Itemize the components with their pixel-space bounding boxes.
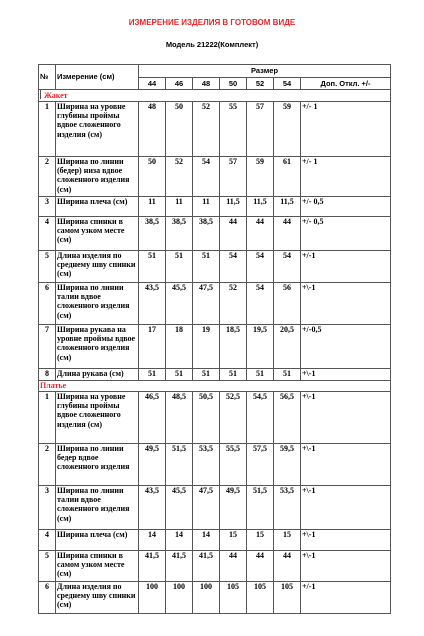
size-value: 44 [247, 217, 274, 251]
size-value: 52 [220, 283, 247, 325]
row-number: 2 [39, 444, 56, 486]
size-value: 47,5 [193, 486, 220, 530]
page-title: ИЗМЕРЕНИЕ ИЗДЕЛИЯ В ГОТОВОМ ВИДЕ [128, 18, 296, 27]
table-row [39, 486, 391, 530]
table-row [39, 197, 391, 217]
size-value: 11 [193, 197, 220, 217]
table-row [39, 551, 391, 582]
row-number: 3 [39, 197, 56, 217]
measurement-name: Ширина на уровне глубины проймы вдвое сложенного изделия (см) [56, 392, 139, 444]
row-number: 3 [39, 486, 56, 530]
size-value: 105 [247, 582, 274, 614]
size-value: 49,5 [139, 444, 166, 486]
measurement-name: Ширина по линии талии вдвое сложенного изделия (см) [56, 283, 139, 325]
size-value: 55 [220, 102, 247, 157]
header-num: № [39, 65, 56, 90]
size-value: 100 [139, 582, 166, 614]
size-value: 11,5 [220, 197, 247, 217]
measurement-name: Ширина плеча (см) [56, 530, 139, 551]
size-value: 50 [139, 157, 166, 197]
row-number: 5 [39, 551, 56, 582]
size-value: 105 [274, 582, 301, 614]
size-value: 51 [139, 251, 166, 283]
size-value: 51,5 [247, 486, 274, 530]
measurement-name: Длина изделия по среднему шву спинки (см) [56, 251, 139, 283]
size-value: 11 [166, 197, 193, 217]
size-value: 53,5 [274, 486, 301, 530]
size-value: 14 [166, 530, 193, 551]
size-value: 44 [274, 551, 301, 582]
size-value: 51 [166, 251, 193, 283]
size-value: 51 [139, 369, 166, 381]
size-value: 52,5 [220, 392, 247, 444]
measurement-name: Ширина по линии талии вдвое сложенного изделия (см) [56, 486, 139, 530]
tolerance-value: +/- 1 [301, 102, 391, 157]
row-number: 1 [39, 102, 56, 157]
measurement-name: Длина изделия по среднему шву спинки (см) [56, 582, 139, 614]
table-row [39, 283, 391, 325]
size-value: 38,5 [193, 217, 220, 251]
section-jacket [39, 90, 391, 102]
size-value: 44 [220, 217, 247, 251]
size-value: 11,5 [274, 197, 301, 217]
size-value: 11 [139, 197, 166, 217]
size-value: 19 [193, 325, 220, 369]
header-size: Размер [139, 65, 391, 78]
size-value: 51 [166, 369, 193, 381]
table-row [39, 157, 391, 197]
table-body [39, 90, 391, 614]
measurement-name: Ширина рукава на уровне проймы вдвое сложенного изделия (см) [56, 325, 139, 369]
size-value: 55,5 [220, 444, 247, 486]
tolerance-value: +/-1 [301, 251, 391, 283]
measurement-name: Ширина спинки в самом узком месте (см) [56, 551, 139, 582]
table-row [39, 392, 391, 444]
size-value: 51,5 [166, 444, 193, 486]
size-value: 11,5 [247, 197, 274, 217]
size-46: 46 [166, 78, 193, 90]
size-value: 38,5 [166, 217, 193, 251]
size-value: 48 [139, 102, 166, 157]
size-48: 48 [193, 78, 220, 90]
size-value: 43,5 [139, 283, 166, 325]
size-value: 100 [166, 582, 193, 614]
size-value: 46,5 [139, 392, 166, 444]
measurement-table [38, 64, 391, 614]
size-value: 18 [166, 325, 193, 369]
size-value: 43,5 [139, 486, 166, 530]
size-value: 56,5 [274, 392, 301, 444]
size-value: 14 [139, 530, 166, 551]
row-number: 1 [39, 392, 56, 444]
size-value: 44 [274, 217, 301, 251]
table-row [39, 325, 391, 369]
size-value: 54 [247, 251, 274, 283]
size-value: 61 [274, 157, 301, 197]
size-value: 15 [220, 530, 247, 551]
size-value: 59 [247, 157, 274, 197]
header-tolerance: Доп. Откл. +/- [301, 78, 391, 90]
table-row [39, 369, 391, 381]
size-value: 51 [220, 369, 247, 381]
size-value: 44 [220, 551, 247, 582]
size-50: 50 [220, 78, 247, 90]
size-value: 51 [274, 369, 301, 381]
size-value: 105 [220, 582, 247, 614]
tolerance-value: +\-1 [301, 283, 391, 325]
size-value: 59 [274, 102, 301, 157]
size-value: 44 [247, 551, 274, 582]
row-number: 7 [39, 325, 56, 369]
size-value: 48,5 [166, 392, 193, 444]
size-value: 41,5 [193, 551, 220, 582]
size-value: 51 [247, 369, 274, 381]
row-number: 8 [39, 369, 56, 381]
size-value: 57 [220, 157, 247, 197]
tolerance-value: +/- 0,5 [301, 217, 391, 251]
size-value: 57,5 [247, 444, 274, 486]
size-value: 41,5 [139, 551, 166, 582]
tolerance-value: +/- 0,5 [301, 197, 391, 217]
table-row [39, 530, 391, 551]
tolerance-value: +\-1 [301, 369, 391, 381]
size-value: 54,5 [247, 392, 274, 444]
measurement-name: Ширина по линии (бедер) низа вдвое сложенного изделия (см) [56, 157, 139, 197]
size-value: 18,5 [220, 325, 247, 369]
size-44: 44 [139, 78, 166, 90]
size-value: 15 [247, 530, 274, 551]
section-dress [39, 381, 391, 392]
tolerance-value: +/- 1 [301, 157, 391, 197]
section-marker [40, 90, 41, 99]
size-value: 51 [193, 251, 220, 283]
size-value: 38,5 [139, 217, 166, 251]
size-value: 54 [193, 157, 220, 197]
row-number: 5 [39, 251, 56, 283]
size-value: 54 [274, 251, 301, 283]
size-value: 59,5 [274, 444, 301, 486]
row-number: 2 [39, 157, 56, 197]
measurement-name: Ширина на уровне глубины проймы вдвое сложенного изделия (см) [56, 102, 139, 157]
size-value: 19,5 [247, 325, 274, 369]
table-row [39, 444, 391, 486]
header-measurement: Измерение (см) [56, 65, 139, 90]
section-dress-label: Платье [39, 381, 391, 392]
size-value: 47,5 [193, 283, 220, 325]
size-value: 57 [247, 102, 274, 157]
size-value: 50 [166, 102, 193, 157]
model-subtitle: Модель 21222(Комплект) [165, 40, 259, 49]
size-value: 45,5 [166, 283, 193, 325]
section-jacket-label: Жакет [44, 91, 68, 100]
tolerance-value: +\-1 [301, 444, 391, 486]
size-value: 41,5 [166, 551, 193, 582]
row-number: 4 [39, 217, 56, 251]
size-value: 14 [193, 530, 220, 551]
size-value: 52 [193, 102, 220, 157]
tolerance-value: +\-1 [301, 551, 391, 582]
size-value: 15 [274, 530, 301, 551]
size-value: 54 [220, 251, 247, 283]
row-number: 6 [39, 283, 56, 325]
tolerance-value: +\-1 [301, 392, 391, 444]
tolerance-value: +/-1 [301, 582, 391, 614]
size-value: 56 [274, 283, 301, 325]
size-52: 52 [247, 78, 274, 90]
size-value: 54 [247, 283, 274, 325]
row-number: 4 [39, 530, 56, 551]
measurement-name: Ширина спинки в самом узком месте (см) [56, 217, 139, 251]
table-row [39, 217, 391, 251]
size-value: 100 [193, 582, 220, 614]
row-number: 6 [39, 582, 56, 614]
size-value: 53,5 [193, 444, 220, 486]
size-value: 50,5 [193, 392, 220, 444]
tolerance-value: +/-0,5 [301, 325, 391, 369]
size-54: 54 [274, 78, 301, 90]
tolerance-value: +\-1 [301, 530, 391, 551]
size-value: 52 [166, 157, 193, 197]
measurement-name: Ширина плеча (см) [56, 197, 139, 217]
size-value: 17 [139, 325, 166, 369]
size-value: 20,5 [274, 325, 301, 369]
tolerance-value: +\-1 [301, 486, 391, 530]
size-value: 45,5 [166, 486, 193, 530]
table-row [39, 102, 391, 157]
size-value: 51 [193, 369, 220, 381]
table-row [39, 582, 391, 614]
table-row [39, 251, 391, 283]
measurement-name: Длина рукава (см) [56, 369, 139, 381]
measurement-name: Ширина по линии бедер вдвое сложенного изделия [56, 444, 139, 486]
size-value: 49,5 [220, 486, 247, 530]
